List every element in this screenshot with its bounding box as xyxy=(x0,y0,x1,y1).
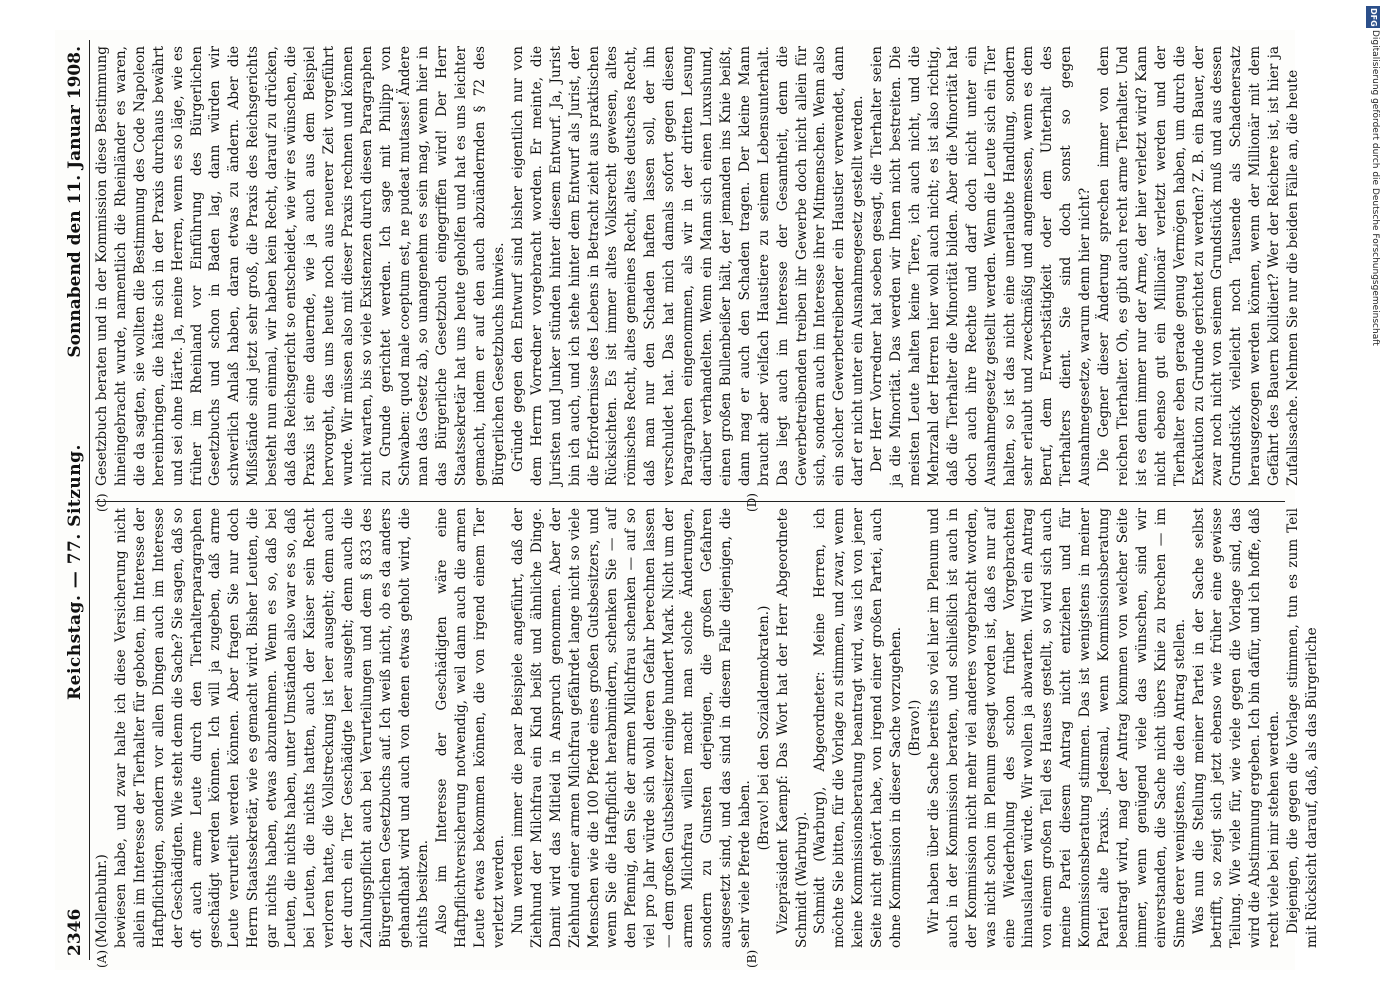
applause-note: (Bravo!) xyxy=(906,699,923,757)
paragraph: bewiesen habe, und zwar halte ich diese Versicherung nicht allein im Interesse der Tierhalter für geboten, im Interesse der Haftpflichtigen, sondern vor allen Dingen auch im Interesse der Geschädigten. Wie steht denn die Sache? Sie sagen, daß so oft auch arme Leute durch den Tierhalterparagraphen geschädigt werden können. Ich will ja zugeben, daß arme Leute verurteilt werden können. Aber fragen Sie nur doch Herrn Staatssekretär, wie es gemacht wird. Bisher Leuten, die gar nichts haben, etwas abzunehmen. Wenn es so, daß bei Leuten, die nichts haben, unter Umständen also war es so, daß bei Leuten, die nichts hatten, auch der Kaiser sein Recht verloren hatte, die Vollstreckung ist leer ausgeht; denn auch der durch ein Tier Geschädigte leer ausgeht; denn auch die Zahlungspflicht auch bei Verurteilungen und dem § 833 des Bürgerlichen Gesetzbuchs auf. Ich weiß nicht, ob es da anders gehandhabt wird und auch von denen etwas geholt wird, die nichts besitzen. xyxy=(112,508,432,948)
funding-notice: Digitalisierung gefördert durch die Deutsche Forschungsgemeinschaft xyxy=(1370,30,1380,346)
page-number: 2346 xyxy=(65,908,85,956)
paragraph: Nun werden immer die paar Beispiele angeführt, daß der Ziehhund der Milchfrau ein Kind beißt und ähnliche Dinge. Damit wird das Mitleid in Anspruch genommen. Aber der Ziehhund einer armen Milchfrau gefährdet lange nicht so viele Menschen wie die 100 Pferde eines großen Gutsbesitzers, und wenn Sie die Haftpflicht herabmindern, schenken Sie — auf den Pfennig, den Sie der armen Milchfrau schenken — auf so viel pro Jahr würde sich wohl deren Gefahr berechnen lassen — dem großen Gutsbesitzer einige hundert Mark. Nicht um der armen Milchfrau willen macht man solche Änderungen, sondern zu Gunsten derjenigen, die großen Gefahren ausgesetzt sind, und das sind in diesem Falle diejenigen, die sehr viele Pferde haben. xyxy=(509,508,753,948)
paragraph: Gründe gegen den Entwurf sind bisher eigentlich nur von dem Herrn Vorredner vorgebracht worden. Er meinte, die Juristen und Junker stünden hinter diesem Entwurf. Ja, Jurist bin ich auch, und ich stehe hinter dem Entwurf als Jurist, der die Erfordernisse des Lebens in Betracht zieht aus praktischen Rücksichten. Es ist immer altes Volksrecht gewesen, altes römisches Recht, altes gemeines Recht, altes deutsches Recht, daß man nur den Schaden haften lassen soll, der ihn verschuldet hat. Das hat mich damals sofort gegen diesen Paragraphen eingenommen, als wir in der dritten Lesung darüber verhandelten. Wenn ein Mann sich einen Luxushund, einen großen Bullenbeißer hält, der jemanden ins Knie beißt, dann mag er auch den Schaden tragen. Der kleine Mann braucht aber vielfach Haustiere zu seinem Lebensunterhalt. Das liegt auch im Interesse der Gesamtheit, denn die Gewerbetreibenden treiben ihr Gewerbe doch nicht allein für sich, sondern auch im Interesse ihrer Mitmenschen. Wenn also ein solcher Gewerbetreibender ein Haustier verwendet, dann darf er nicht unter ein Ausnahmegesetz gestellt werden. xyxy=(509,46,867,486)
speaker-bracket: (Mollenbuhr.) xyxy=(94,854,110,948)
document-page xyxy=(55,30,1320,970)
dfg-logo: DFG xyxy=(1366,6,1380,28)
session-title: Reichstag. — 77. Sitzung. xyxy=(65,444,85,700)
session-date: Sonnabend den 11. Januar 1908. xyxy=(65,46,85,358)
paragraph: Schmidt (Warburg), Abgeordneter: Meine Herren, ich möchte Sie bitten, für die Vorlage zu stimmen, und zwar, wenn keine Kommissionsberatung beantragt wird, was ich von jener Seite nicht gehört habe, von irgend einer großen Partei, auch ohne Kommission in dieser Sache vorzugehen. xyxy=(812,508,905,948)
paragraph: Gesetzbuch beraten und in der Kommission diese Bestimmung hineingebracht wurde, namentlich die Rheinländer es waren, die da sagten, sie wollten die Bestimmung des Code Napoleon hereinbringen, die hätte sich in der Praxis durchaus bewährt und sei ohne Härte. Ja, meine Herren, wenn es so läge, wie es früher im Rheinland vor Einführung des Bürgerlichen Gesetzbuchs und schon in Baden lag, dann würden wir schwerlich Anlaß haben, daran etwas zu ändern. Aber die Mißstände sind jetzt sehr groß, die Praxis des Reichsgerichts besteht nun einmal, wir haben kein Recht, darauf zu drücken, daß das Reichsgericht so entscheidet, wie wir es wünschen, die Praxis ist eine dauernde, wie ja auch aus dem Beispiel hervorgeht, das uns heute noch aus neuerer Zeit vorgeführt wurde. Wir müssen also mit dieser Praxis rechnen und können nicht warten, bis so viele Existenzen durch diesen Paragraphen zu Grunde gerichtet werden. Ich sage mit Philipp von Schwaben: quod male coeptum est, ne pudeat mutasse! Ändere man das Gesetz ab, so unangenehm es sein mag, wenn hier in das Bürgerliche Gesetzbuch eingegriffen wird! Der Herr Staatssekretär hat uns heute geholfen und hat es uns leichter gemacht, indem er auf den auch abzuändernden § 72 des Bürgerlichen Gesetzbuchs hinwies. xyxy=(94,46,508,486)
margin-marker-c: (C) xyxy=(95,493,109,512)
column-divider xyxy=(95,501,1285,502)
right-column xyxy=(93,46,1302,486)
page-header xyxy=(63,40,90,960)
speaker-announcement: Vizepräsident Kaempf: Das Wort hat der Herr Abgeordnete Schmidt (Warburg). xyxy=(774,508,810,948)
margin-marker-a: (A) xyxy=(95,949,109,968)
paragraph: Diejenigen, die gegen die Vorlage stimmen, tun es zum Teil mit Rücksicht darauf, daß, als das Bürgerliche xyxy=(1285,508,1320,948)
margin-marker-b: (B) xyxy=(745,949,759,968)
paragraph: Der Herr Vorredner hat soeben gesagt, die Tierhalter seien ja die Minorität. Das werden wir Ihnen nicht bestreiten. Die meisten Leute halten keine Tiere, ich auch nicht, und die Mehrzahl der Herren hier wohl auch nicht; es ist also richtig, daß die Tierhalter die Minorität bilden. Aber die Minorität hat doch auch ihre Rechte und darf doch nicht unter ein Ausnahmegesetz gestellt werden. Wenn die Leute sich ein Tier halten, so ist das nicht eine unerlaubte Handlung, sondern sehr erlaubt und zweckmäßig und angemessen, wenn es dem Beruf, dem Erwerbstätigkeit oder dem Unterhalt des Tierhalters dient. Sie sind doch sonst so gegen Ausnahmegesetze, warum denn hier nicht? xyxy=(869,46,1094,486)
margin-marker-d: (D) xyxy=(745,493,759,512)
paragraph: Wir haben über die Sache bereits so viel hier im Plenum und auch in der Kommission beraten, und schließlich ist auch in der Kommission nicht mehr viel anderes vorgebracht worden, was nicht schon im Plenum gesagt worden ist, daß es nur auf eine Wiederholung des schon früher Vorgebrachten hinauslaufen würde. Wir wollen ja abwarten. Wird ein Antrag von einem großen Teil des Hauses gestellt, so wird sich auch meine Partei diesem Antrag nicht entziehen und für Kommissionsberatung stimmen. Das ist wenigstens in meiner Partei alte Praxis. Jedesmal, wenn Kommissionsberatung beantragt wird, mag der Antrag kommen von welcher Seite immer, wenn genügend viele das wünschen, sind wir einverstanden, die Sache nicht übers Knie zu brechen — im Sinne derer wenigstens, die den Antrag stellen. xyxy=(925,508,1188,948)
applause-note: (Bravo! bei den Sozialdemokraten.) xyxy=(755,605,772,851)
paragraph: Also im Interesse der Geschädigten wäre eine Haftpflichtversicherung notwendig, weil dann auch die armen Leute etwas bekommen können, die von irgend einem Tier verletzt werden. xyxy=(434,508,508,948)
left-column xyxy=(93,508,1320,948)
paragraph: Die Gegner dieser Änderung sprechen immer von dem reichen Tierhalter. Oh, es gibt auch recht arme Tierhalter. Und ist es denn immer nur der Arme, der hier verletzt wird? Kann nicht ebenso gut ein Millionär verletzt werden und der Tierhalter eben gerade genug Vermögen haben, um durch die Exekution zu Grunde gerichtet zu werden? Z. B. ein Bauer, der zwar noch nicht von seinem Grundstück muß und aus dessen Grundstück vielleicht noch Tausende als Schadenersatz herausgezogen werden können, wenn der Millionär mit dem Gefährt des Bauern kollidiert? Wer der Reichere ist, ist hier ja Zufallssache. Nehmen Sie nur die beiden Fälle an, die heute xyxy=(1096,46,1302,486)
paragraph: Was nun die Stellung meiner Partei in der Sache selbst betrifft, so zeigt sich jetzt ebenso wie früher eine gewisse Teilung. Wie viele für, wie viele gegen die Vorlage sind, das wird die Abstimmung ergeben. Ich bin dafür, und ich hoffe, daß recht viele bei mir stehen werden. xyxy=(1190,508,1283,948)
